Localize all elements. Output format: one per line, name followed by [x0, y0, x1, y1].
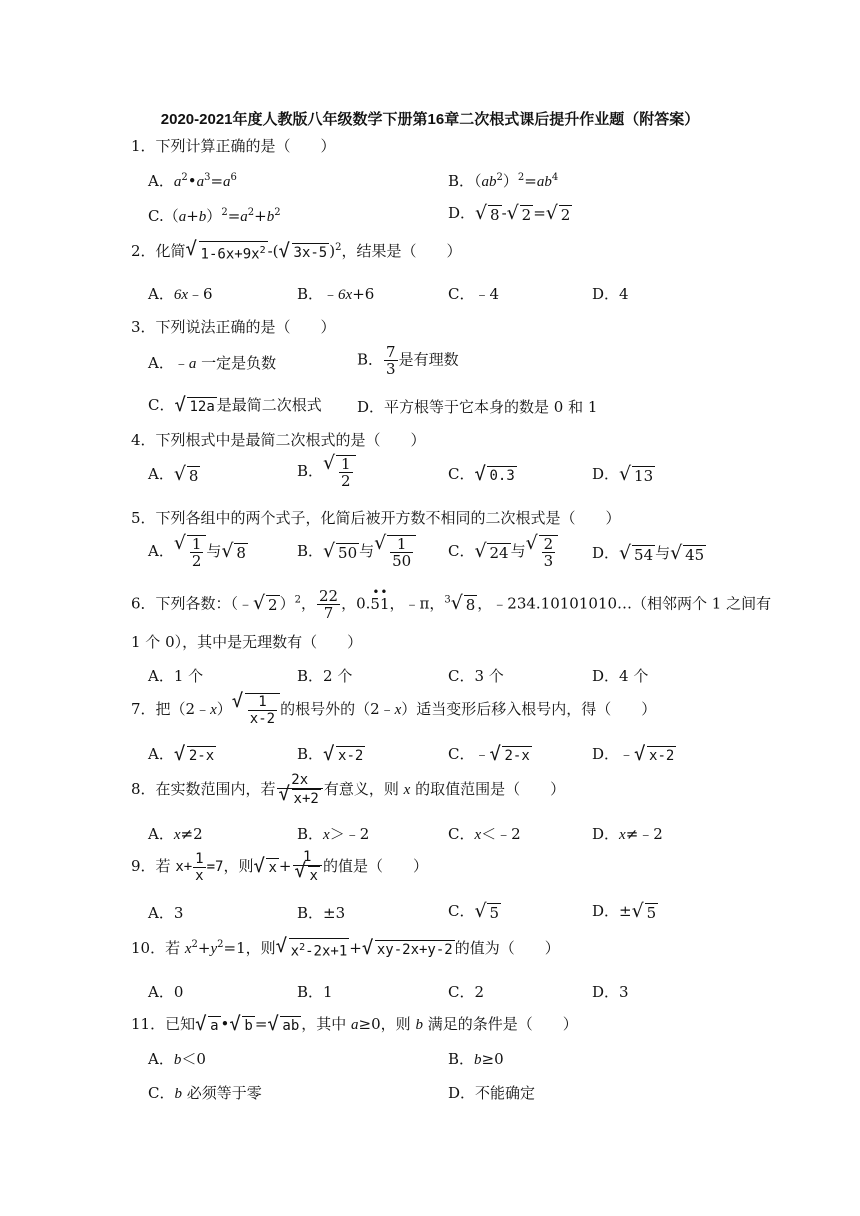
q4-option-b: B． √ $\frac{1}{2}$ — [297, 455, 356, 489]
q8-option-d: D．x≠﹣2 — [592, 825, 663, 843]
question-4-stem: 4．下列根式中是最简二次根式的是（ ） — [131, 431, 426, 449]
question-7-stem: 7．把（2﹣x） √ $\frac{1}{x-2}$ 的根号外的（2﹣x）适当变形后移入根号内，得（ ） — [131, 693, 656, 727]
q6-option-a: A．1 个 — [148, 667, 204, 685]
q10-option-c: C．2 — [448, 983, 485, 1001]
question-9-stem: 9．若 x+ $\frac{1}{x}$ =7，则√ x + 1 √ x 的值是（ ） — [131, 849, 428, 885]
question-5-stem: 5．下列各组中的两个式子，化简后被开方数不相同的二次根式是（ ） — [131, 509, 621, 527]
q3-option-a: A．﹣a 一定是负数 — [148, 354, 277, 372]
q7-option-d: D．﹣√ x-2 — [592, 743, 676, 765]
question-8-stem: 8．在实数范围内，若 2x √ x+2 有意义，则 x 的取值范围是（ ） — [131, 772, 565, 808]
question-10-stem: 10．若 $x^2+y^2=1$，则√ $x^2-2x+1$ +√ xy-2x+y-2 的值为（ ） — [131, 937, 560, 960]
q3-option-d: D．平方根等于它本身的数是 0 和 1 — [357, 398, 598, 416]
q2-option-c: C．﹣4 — [448, 285, 500, 303]
q6-option-b: B．2 个 — [297, 667, 353, 685]
q11-option-d: D．不能确定 — [448, 1084, 536, 1102]
q11-option-c: C．b 必须等于零 — [148, 1084, 262, 1102]
q9-option-a: A．3 — [148, 904, 184, 922]
q8-option-c: C．x＜﹣2 — [448, 825, 521, 843]
q9-option-c: C．√ 5 — [448, 900, 501, 922]
q1-option-a: A．$a^2•a^3=a^6$ — [148, 172, 237, 190]
question-11-stem: 11．已知√ a •√ b =√ ab ，其中 a≥0，则 b 满足的条件是（ ） — [131, 1013, 578, 1035]
question-1-stem: 1．下列计算正确的是（ ） — [131, 137, 336, 155]
q11-option-b: B．b≥0 — [448, 1050, 504, 1068]
q5-option-d: D．√ 54 与√ 45 — [592, 542, 706, 564]
q7-option-a: A．√ 2-x — [148, 743, 216, 765]
q3-option-c: C．√ 12a 是最简二次根式 — [148, 394, 322, 416]
q10-option-d: D．3 — [592, 983, 629, 1001]
q7-option-c: C．﹣√ 2-x — [448, 743, 532, 765]
question-3-stem: 3．下列说法正确的是（ ） — [131, 318, 336, 336]
q7-option-b: B．√ x-2 — [297, 743, 365, 765]
q2-option-a: A．6x﹣6 — [148, 285, 213, 303]
question-6-stem: 6．下列各数：（﹣√ 2 ）$^2$， $\frac{22}{7}$ ，0.5 • 1 • ，﹣π，$^3$√ 8 ，﹣234.10101010…（相邻两个 1 之间有 — [131, 588, 771, 621]
q5-option-a: A． √ $\frac{1}{2}$ 与√ 8 — [148, 535, 248, 569]
q1-option-c: $C.(a+b)^2=a^2+b^2$ — [148, 207, 281, 225]
q9-option-d: D．±√ 5 — [592, 900, 658, 922]
q5-option-b: B．√ 50 与 √ $\frac{1}{50}$ — [297, 535, 416, 569]
q10-option-b: B．1 — [297, 983, 333, 1001]
q8-option-b: B．x＞﹣2 — [297, 825, 370, 843]
page-title: 2020-2021年度人教版八年级数学下册第16章二次根式课后提升作业题（附答案） — [160, 111, 700, 128]
q3-option-b: B． $\frac{7}{3}$ 是有理数 — [357, 343, 459, 378]
q8-option-a: A．x≠2 — [148, 825, 203, 843]
q1-option-d: D．√ 8 -√ 2 =√ 2 — [448, 202, 572, 224]
q4-option-c: C．√ 0.3 — [448, 463, 517, 485]
q10-option-a: A．0 — [148, 983, 184, 1001]
q2-option-d: D．4 — [592, 285, 629, 303]
q4-option-a: A．√ 8 — [148, 463, 200, 485]
q9-option-b: B．±3 — [297, 904, 346, 922]
question-2-stem: 2．化简√ $1-6x+9x^2$ -(√ 3x-5 )$^2$，结果是（ ） — [131, 240, 461, 263]
q6-option-c: C．3 个 — [448, 667, 504, 685]
q4-option-d: D．√ 13 — [592, 463, 655, 485]
question-6-stem-cont: 1 个 0），其中是无理数有（ ） — [131, 633, 363, 651]
q6-option-d: D．4 个 — [592, 667, 649, 685]
q11-option-a: A．b＜0 — [148, 1050, 206, 1068]
q5-option-c: C．√ 24 与 √ $\frac{2}{3}$ — [448, 535, 558, 569]
q1-option-b: B．$(ab^2)^2=ab^4$ — [448, 172, 559, 190]
q2-option-b: B．﹣6x+6 — [297, 285, 375, 303]
